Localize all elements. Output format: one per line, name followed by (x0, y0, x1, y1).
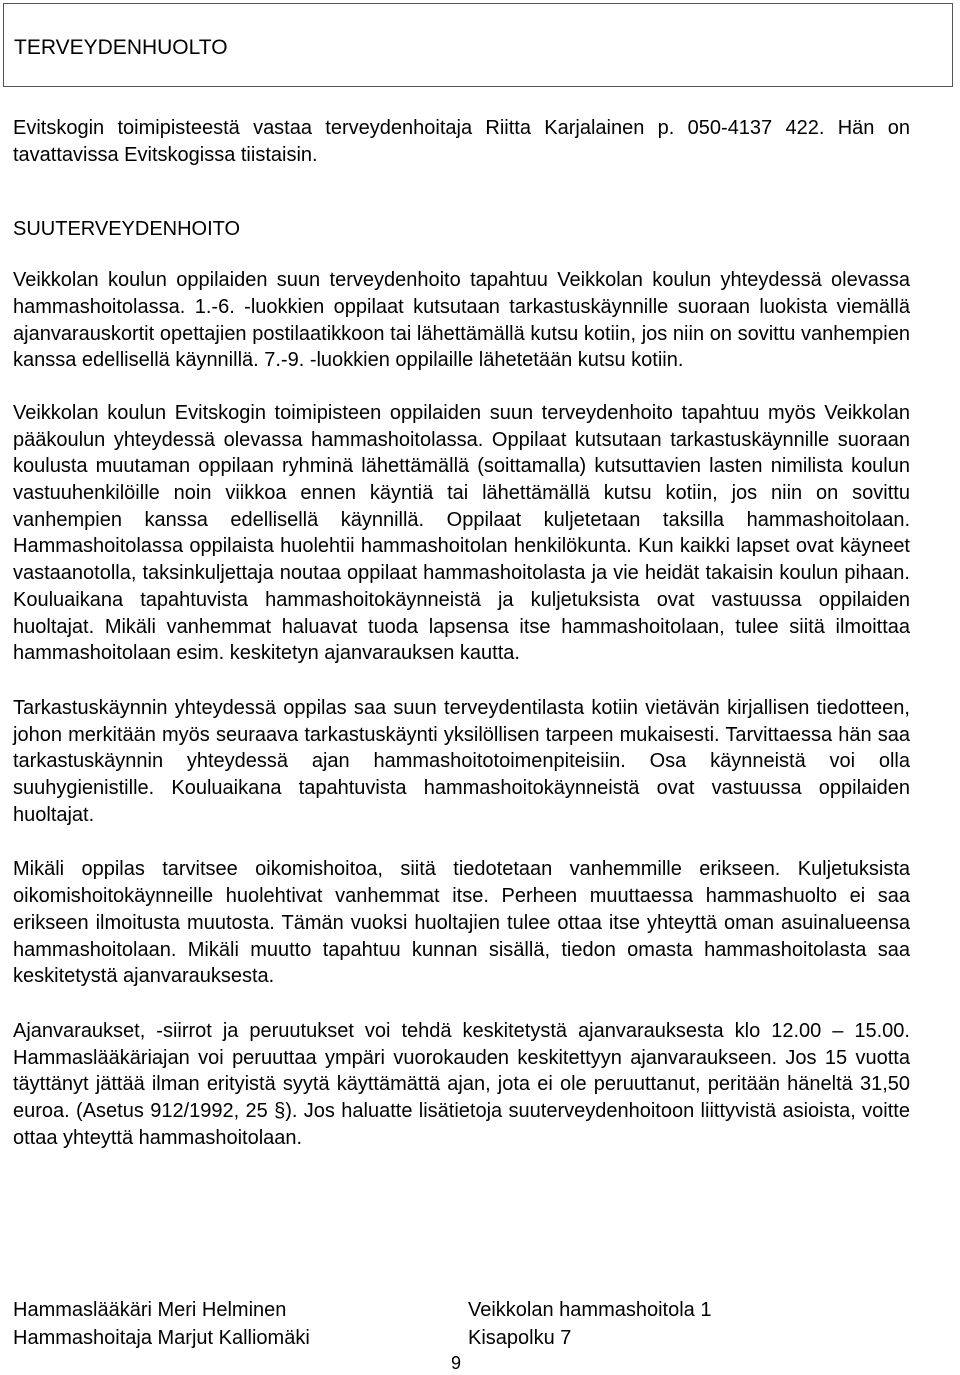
clinic-address: Kisapolku 7 (468, 1327, 572, 1349)
contact-signatures (13, 1296, 813, 1352)
dental-nurse-name: Hammashoitaja Marjut Kalliomäki (13, 1327, 310, 1349)
paragraph-terveydenhoitaja: Evitskogin toimipisteestä vastaa terveydenhoitaja Riitta Karjalainen p. 050-4137 422. Hän on tavattavissa Evitskogissa tiistaisin. (13, 117, 910, 166)
dentist-name: Hammaslääkäri Meri Helminen (13, 1299, 287, 1321)
paragraph-evitskog-suunterveydenhoito: Veikkolan koulun Evitskogin toimipisteen oppilaiden suun terveydenhoito tapahtuu myös Veikkolan pääkoulun yhteydessä olevassa hammashoitolassa. Oppilaat kutsutaan tarkastuskäynnille suoraan koulusta muutaman oppilaan ryhminä lähettämällä (soittamalla) kutsuttavien lasten nimilista koulun vastuuhenkilöille noin viikkoa ennen käyntiä tai lähettämällä kutsu kotiin, jos niin on sovittu vanhempien kanssa edellisellä käynnillä. Oppilaat kuljetetaan taksilla hammashoitolaan. Hammashoitolassa oppilaista huolehtii hammashoitolan henkilökunta. Kun kaikki lapset ovat käyneet vastaanotolla, taksinkuljettaja noutaa oppilaat hammashoitolasta ja vie heidät takaisin koulun pihaan. Kouluaikana tapahtuvista hammashoitokäynneistä ja kuljetuksista ovat vastuussa oppilaiden huoltajat. Mikäli vanhemmat haluavat tuoda lapsensa itse hammashoitolaan, tulee siitä ilmoittaa hammashoitolaan esim. keskitetyn ajanvarauksen kautta. (13, 401, 910, 665)
clinic-name: Veikkolan hammashoitola 1 (468, 1299, 712, 1321)
document-body (13, 115, 910, 1152)
header-box (3, 3, 953, 87)
paragraph-veikkola-suunterveydenhoito: Veikkolan koulun oppilaiden suun terveydenhoito tapahtuu Veikkolan koulun yhteydessä olevassa hammashoitolassa. 1.-6. -luokkien oppilaat kutsutaan tarkastuskäynnille suoraan luokista viemällä ajanvarauskortit opettajien postilaatikkoon tai lähettämällä kutsu kotiin, jos niin on sovittu vanhempien kanssa edellisellä käynnillä. 7.-9. -luokkien oppilaille lähetetään kutsu kotiin. (13, 269, 910, 372)
paragraph-tarkastuskaynti: Tarkastuskäynnin yhteydessä oppilas saa suun terveydentilasta kotiin vietävän kirjallisen tiedotteen, johon merkitään myös seuraava tarkastuskäynti yksilöllisen tarpeen mukaisesti. Tarvittaessa hän saa tarkastuskäynnin yhteydessä ajan hammashoitotoimenpiteisiin. Osa käynneistä voi olla suuhygienistille. Kouluaikana tapahtuvista hammashoitokäynneistä ovat vastuussa oppilaiden huoltajat. (13, 696, 910, 826)
signature-row (13, 1324, 813, 1352)
section-heading-suuterveydenhoito: SUUTERVEYDENHOITO (13, 218, 241, 241)
signature-row (13, 1296, 813, 1324)
paragraph-oikomishoito: Mikäli oppilas tarvitsee oikomishoitoa, siitä tiedotetaan vanhemmille erikseen. Kuljetuksista oikomishoitokäynneille huolehtivat vanhemmat itse. Perheen muuttaessa hammashuolto ei saa erikseen ilmoitusta muutosta. Tämän vuoksi huoltajien tulee ottaa itse yhteyttä oman asuinalueensa hammashoitolaan. Mikäli muutto tapahtuu kunnan sisällä, tiedon omasta hammashoitolasta saa keskitetystä ajanvarauksesta. (13, 858, 910, 988)
paragraph-ajanvaraukset: Ajanvaraukset, -siirrot ja peruutukset voi tehdä keskitetystä ajanvarauksesta klo 12.00 – 15.00. Hammaslääkäriajan voi peruuttaa ympäri vuorokauden keskitettyyn ajanvaraukseen. Jos 15 vuotta täyttänyt jättää ilman erityistä syytä käyttämättä ajan, jota ei ole peruuttanut, peritään häneltä 31,50 euroa. (Asetus 912/1992, 25 §). Jos haluatte lisätietoja suuterveydenhoitoon liittyvistä asioista, voitte ottaa yhteyttä hammashoitolaan. (13, 1019, 910, 1149)
page-title: TERVEYDENHUOLTO (14, 36, 228, 59)
page-number: 9 (451, 1353, 462, 1373)
